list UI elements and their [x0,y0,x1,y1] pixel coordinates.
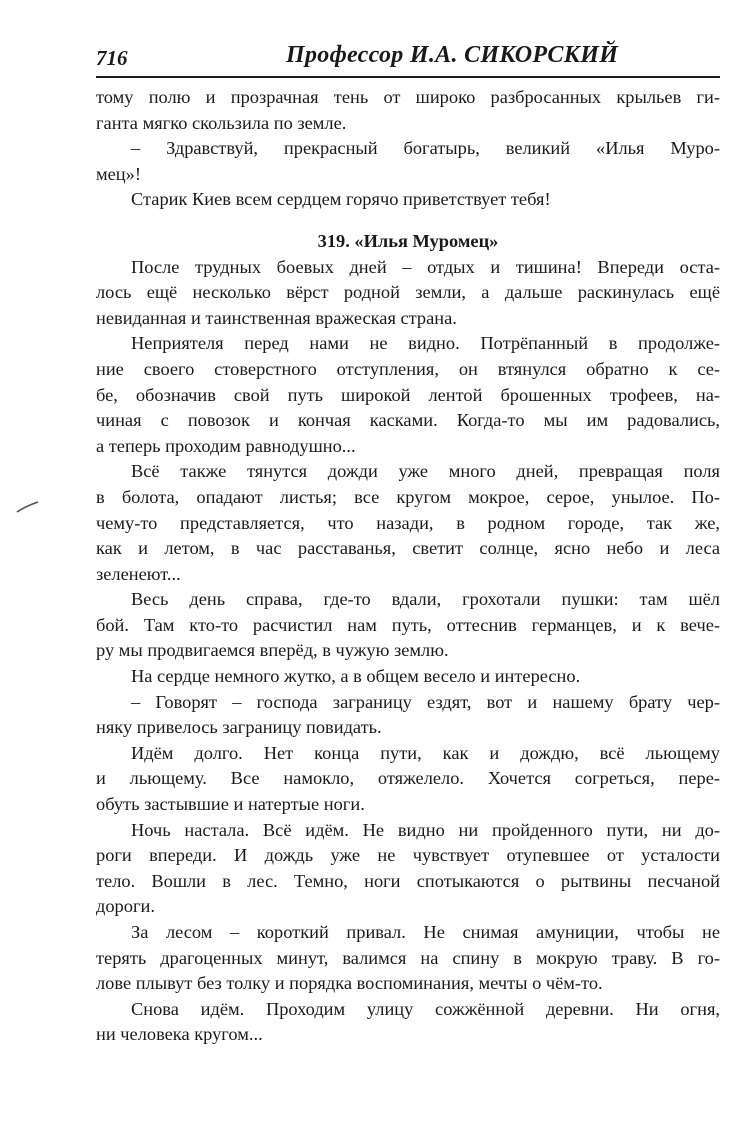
text-line: После трудных боевых дней – отдых и тишина! Впереди оста- [131,256,720,277]
section-heading: 319. «Илья Муромец» [317,230,499,251]
text-line: терять драгоценных минут, валимся на спину в мокрую траву. В го- [96,947,720,968]
text-line: Весь день справа, где-то вдали, грохотали пушки: там шёл [131,589,720,610]
text-line: лось ещё несколько вёрст родной земли, а дальше раскинулась ещё [96,282,720,303]
text-line: бой. Там кто-то расчистил нам путь, оттеснив германцев, и к вече- [96,614,720,635]
text-line: роги впереди. И дождь уже не чувствует отупевшее от усталости [96,845,720,866]
text-line: ние своего стоверстного отступления, он втянулся обратно к се- [96,358,720,379]
text-line: обуть застывшие и натертые ноги. [96,794,365,815]
header-rule [96,76,720,78]
text-line: Ночь настала. Всё идём. Не видно ни пройденного пути, ни до- [131,819,720,840]
text-line: ганта мягко скользила по земле. [96,112,347,133]
text-line: – Здравствуй, прекрасный богатырь, великий «Илья Муро- [131,138,720,159]
text-line: зеленеют... [96,563,181,584]
text-line: Неприятеля перед нами не видно. Потрёпанный в продолже- [131,333,720,354]
text-line: лове плывут без толку и порядка воспоминания, мечты о чём-то. [96,973,603,994]
page-body [96,85,720,1048]
text-line: – Говорят – господа заграницу ездят, вот и нашему брату чер- [131,691,720,712]
text-line: дороги. [96,896,155,917]
text-line: На сердце немного жутко, а в общем весело и интересно. [131,666,581,687]
text-line: няку привелось заграницу повидать. [96,717,382,738]
page-number: 716 [96,46,128,70]
text-line: Старик Киев всем сердцем горячо приветствует тебя! [131,189,551,210]
text-line: чиная с повозок и кончая касками. Когда-то мы им радовались, [96,410,720,431]
text-line: Снова идём. Проходим улицу сожжённой деревни. Ни огня, [131,998,720,1019]
text-line: ру мы продвигаемся вперёд, в чужую землю. [96,640,449,661]
text-line: тело. Вошли в лес. Темно, ноги спотыкаются о рытвины песчаной [96,870,720,891]
text-line: За лесом – короткий привал. Не снимая амуниции, чтобы не [131,922,720,942]
text-line: тому полю и прозрачная тень от широко разбросанных крыльев ги- [96,87,720,107]
text-line: Идём долго. Нет конца пути, как и дождю, всё льющему [131,742,720,763]
text-line: чему-то представляется, что назади, в родном городе, так же, [96,512,720,533]
text-line: а теперь проходим равнодушно... [96,435,356,456]
text-line: как и летом, в час расставанья, светит солнце, ясно небо и леса [96,538,720,559]
text-line: Всё также тянутся дожди уже много дней, превращая поля [131,461,720,482]
text-line: и льющему. Все намокло, отяжелело. Хочется согреться, пере- [96,768,720,789]
text-line: бе, обозначив свой путь широкой лентой брошенных трофеев, на- [96,384,720,405]
text-line: ни человека кругом... [96,1024,263,1045]
running-title: Профессор И.А. СИКОРСКИЙ [286,42,619,68]
text-line: в болота, опадают листья; все кругом мокрое, серое, унылое. По- [96,486,720,507]
running-head [96,44,720,74]
book-page [96,44,720,1048]
text-line: невиданная и таинственная вражеская страна. [96,307,457,328]
text-line: мец»! [96,163,141,184]
